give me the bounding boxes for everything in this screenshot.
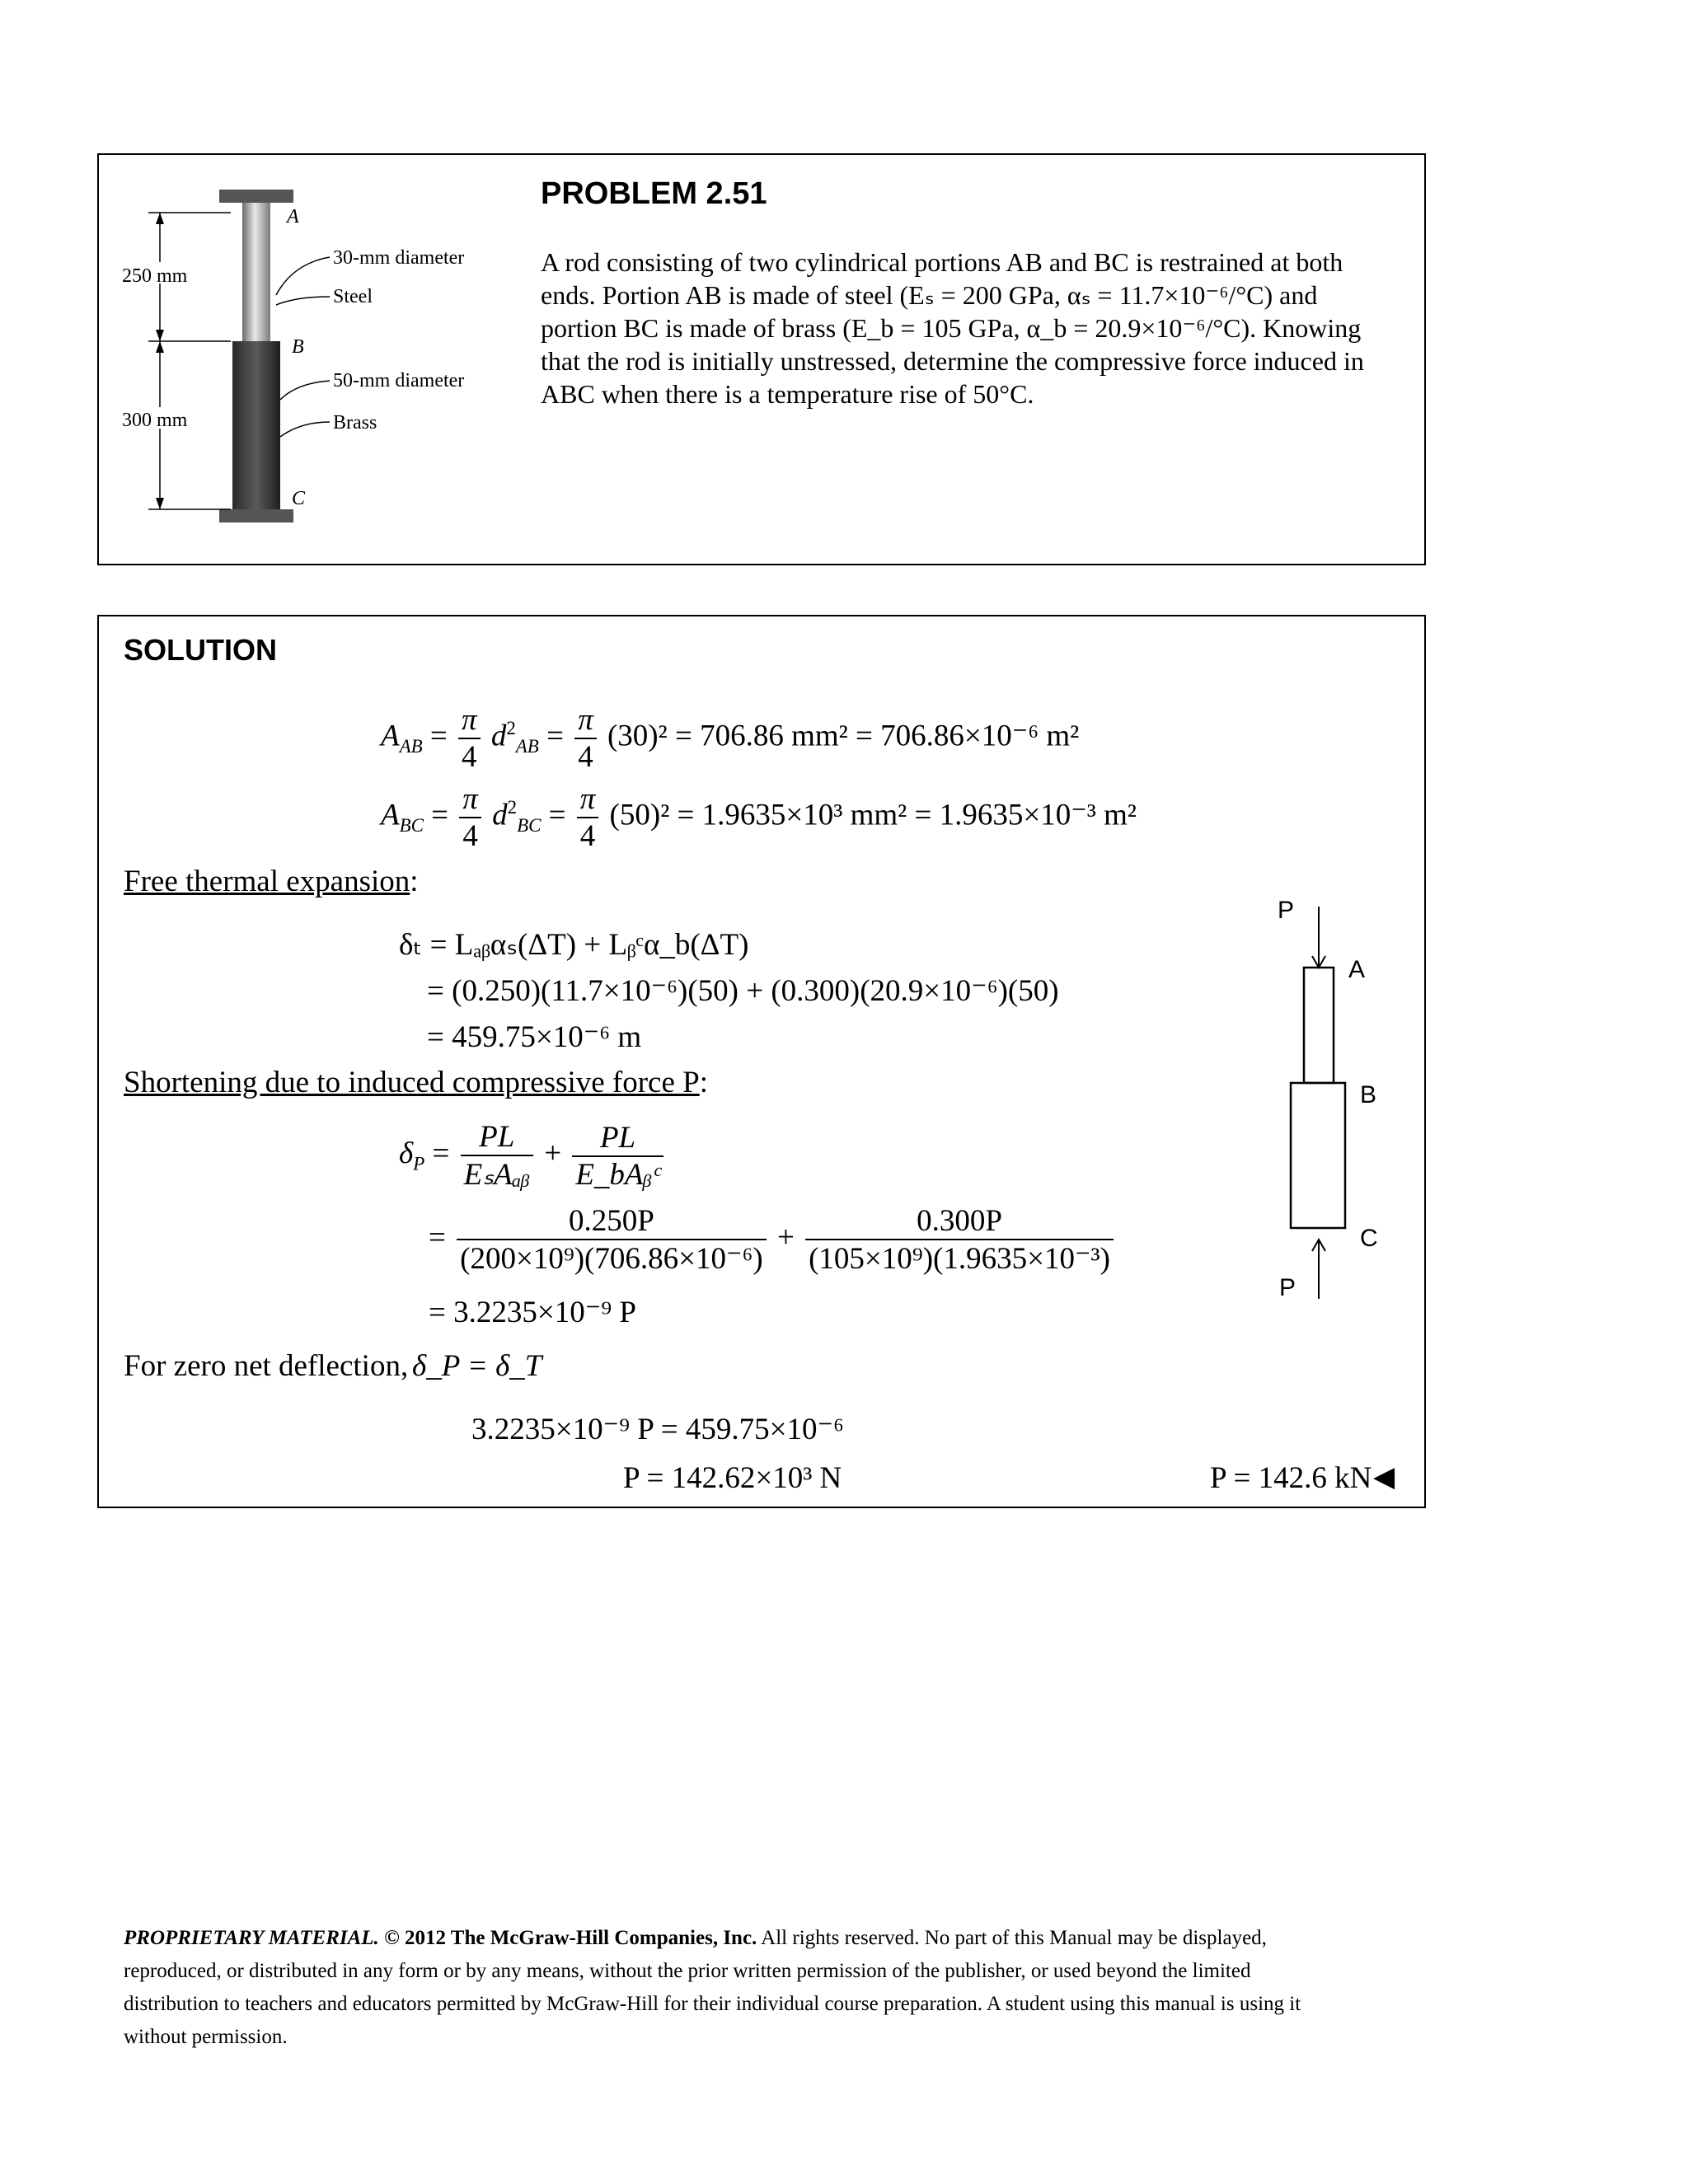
pi-symbol: π	[574, 702, 597, 739]
footer	[124, 1922, 1409, 2054]
shortening-heading	[124, 1065, 708, 1100]
diameter-symbol: d	[490, 719, 507, 753]
zero-deflection-equation: δ_P = δ_T	[412, 1349, 542, 1383]
sketch-label-a: A	[1348, 956, 1366, 983]
bc-diameter-label: 50-mm diameter	[333, 370, 465, 391]
delta-p-equation: $\delta_P$ = $\frac{PL}{\text{EₛAₐᵦ}}$ + $\frac{PL}{\text{E\_bAᵦᶜ}}$	[399, 1119, 667, 1193]
numerator: PL	[572, 1120, 663, 1157]
brass-segment	[232, 341, 280, 509]
diameter-subscript: AB	[515, 735, 539, 757]
shortening-label: Shortening due to induced compressive force P	[124, 1066, 700, 1099]
zero-deflection-label: For zero net deflection,	[124, 1349, 409, 1383]
delta-t-line-3: = 459.75×10⁻⁶ m	[427, 1020, 642, 1054]
dim-ab-label: 250 mm	[122, 265, 188, 287]
dim-bc-label: 300 mm	[122, 410, 188, 431]
colon: :	[699, 1066, 708, 1099]
bc-material-label: Brass	[333, 412, 377, 434]
numerator: 0.250P	[457, 1203, 767, 1240]
diameter-subscript: BC	[517, 814, 542, 836]
label-point-a: A	[287, 206, 299, 227]
top-support	[219, 190, 293, 203]
problem-line: ends. Portion AB is made of steel (Eₛ = 200 GPa, αₛ = 11.7×10⁻⁶/°C) and	[541, 280, 1318, 310]
area-bc-result: (50)² = 1.9635×10³ mm² = 1.9635×10⁻³ m²	[609, 798, 1137, 832]
problem-line: portion BC is made of brass (E_b = 105 GPa, α_b = 20.9×10⁻⁶/°C). Knowing	[541, 313, 1362, 343]
denominator: 4	[462, 740, 477, 774]
steel-segment	[242, 203, 270, 341]
footer-line: distribution to teachers and educators permitted by McGraw-Hill for their individual course preparation. A student using this manual is using it	[124, 1993, 1301, 2015]
delta-t-line-2: = (0.250)(11.7×10⁻⁶)(50) + (0.300)(20.9×10⁻⁶)(50)	[427, 974, 1059, 1008]
denominator: 4	[578, 740, 593, 774]
bottom-support	[219, 509, 293, 523]
footer-text: All rights reserved. No part of this Manual may be displayed,	[761, 1927, 1267, 1949]
area-ab-result: (30)² = 706.86 mm² = 706.86×10⁻⁶ m²	[607, 719, 1080, 753]
diameter-symbol: d	[492, 798, 508, 832]
area-subscript: AB	[399, 735, 423, 757]
sketch-load-top: P	[1278, 897, 1295, 924]
area-bc-equation: $A_{BC}$ = $\frac{\pi}{4}$ $d^2_{BC}$ = $\frac{\pi}{4}$ (50)² = 1.9635×10³ mm² = 1.9635×10⁻³ m²	[381, 782, 1137, 853]
pi-symbol: π	[459, 781, 481, 818]
problem-statement	[541, 246, 1398, 410]
denominator: 4	[579, 819, 596, 853]
label-point-c: C	[292, 488, 306, 509]
denominator: E_bAᵦᶜ	[575, 1157, 660, 1192]
free-expansion-label: Free thermal expansion	[124, 865, 410, 898]
sketch-label-b: B	[1360, 1081, 1377, 1108]
free-expansion-heading	[124, 864, 419, 899]
exponent: 2	[507, 797, 518, 818]
delta-symbol: δ	[399, 1136, 414, 1170]
footer-copyright: © 2012 The McGraw-Hill Companies, Inc.	[384, 1927, 757, 1949]
denominator: 4	[462, 819, 478, 853]
final-equation-2: P = 142.62×10³ N	[623, 1461, 842, 1495]
footer-bold: PROPRIETARY MATERIAL.	[124, 1927, 379, 1949]
ab-diameter-label: 30-mm diameter	[333, 247, 465, 269]
final-equation-1: 3.2235×10⁻⁹ P = 459.75×10⁻⁶	[471, 1413, 844, 1446]
problem-title: PROBLEM 2.51	[541, 176, 767, 211]
numerator: 0.300P	[805, 1203, 1114, 1240]
problem-line: A rod consisting of two cylindrical portions AB and BC is restrained at both	[541, 247, 1343, 277]
denominator: (105×10⁹)(1.9635×10⁻³)	[809, 1242, 1110, 1276]
colon: :	[410, 865, 419, 898]
delta-p-numeric: = $\frac{0.250P}{\text{(200×10⁹)(706.86×10⁻⁶)}}$ + $\frac{0.300P}{\text{(105×10⁹)(1.9635×10⁻³)}}$	[429, 1203, 1117, 1277]
problem-line: ABC when there is a temperature rise of 50°C.	[541, 379, 1034, 409]
footer-line: reproduced, or distributed in any form or by any means, without the prior written permission of the publisher, or used beyond the limited	[124, 1960, 1251, 1982]
delta-t-line-1: δₜ = Lₐᵦαₛ(ΔT) + Lᵦᶜα_b(ΔT)	[399, 928, 749, 962]
delta-subscript: P	[413, 1153, 425, 1174]
area-symbol: A	[381, 798, 400, 832]
footer-line: without permission.	[124, 2026, 288, 2048]
footer-line	[124, 1922, 1409, 1955]
pi-symbol: π	[577, 781, 599, 818]
denominator: (200×10⁹)(706.86×10⁻⁶)	[460, 1242, 763, 1276]
rod-figure	[107, 173, 503, 536]
numerator: PL	[461, 1119, 533, 1156]
answer-marker-icon: ◀	[1373, 1462, 1395, 1493]
ab-material-label: Steel	[333, 286, 373, 307]
delta-p-result: = 3.2235×10⁻⁹ P	[429, 1296, 636, 1329]
area-ab-equation: $A_{AB}$ = $\frac{\pi}{4}$ $d^2_{AB}$ = $\frac{\pi}{4}$ (30)² = 706.86 mm² = 706.86×10⁻⁶ m²	[381, 703, 1080, 774]
exponent: 2	[506, 718, 516, 739]
pi-symbol: π	[458, 702, 481, 739]
answer: P = 142.6 kN	[1210, 1461, 1372, 1495]
sketch-label-c: C	[1360, 1225, 1378, 1252]
denominator: EₛAₐᵦ	[463, 1158, 530, 1192]
free-body-sketch	[1269, 898, 1426, 1327]
sketch-load-bottom: P	[1279, 1274, 1296, 1301]
area-subscript: BC	[399, 814, 424, 836]
solution-heading: SOLUTION	[124, 633, 277, 667]
area-symbol: A	[381, 719, 400, 753]
problem-line: that the rod is initially unstressed, determine the compressive force induced in	[541, 346, 1364, 376]
label-point-b: B	[292, 336, 304, 358]
